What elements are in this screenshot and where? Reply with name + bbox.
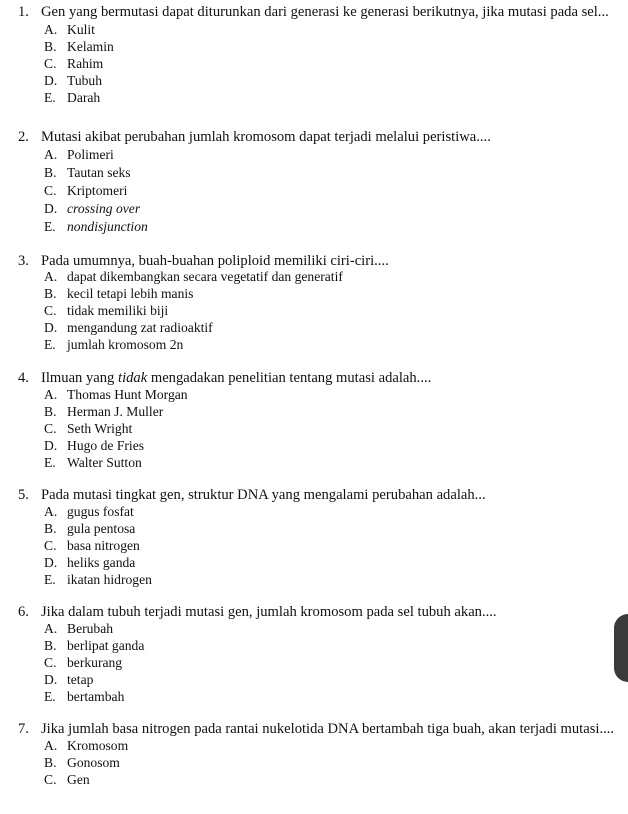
option-text: Kromosom <box>67 738 129 753</box>
question-text-before: Ilmuan yang <box>41 370 119 386</box>
option-e <box>44 218 148 235</box>
option-letter: B. <box>44 39 57 54</box>
option-c <box>44 654 122 671</box>
question-stem <box>18 4 609 21</box>
option-d <box>44 437 144 454</box>
option-b <box>44 637 144 654</box>
option-letter: B. <box>44 286 57 301</box>
option-text: bertambah <box>67 689 125 704</box>
option-letter: A. <box>44 621 58 636</box>
option-letter: D. <box>44 555 58 570</box>
option-letter: B. <box>44 165 57 180</box>
option-d <box>44 72 102 89</box>
option-a <box>44 737 128 754</box>
option-d <box>44 671 93 688</box>
question-text-after: mengadakan penelitian tentang mutasi adalah.... <box>147 370 432 386</box>
question-number: 7. <box>18 721 29 737</box>
option-a <box>44 268 343 285</box>
option-text: gula pentosa <box>67 521 136 536</box>
option-letter: C. <box>44 772 57 787</box>
option-text: Rahim <box>67 56 104 71</box>
option-letter: D. <box>44 73 58 88</box>
option-text: Gonosom <box>67 755 120 770</box>
option-text: Thomas Hunt Morgan <box>67 387 188 402</box>
question-number: 1. <box>18 4 29 20</box>
option-text: berkurang <box>67 655 123 670</box>
option-a <box>44 21 95 38</box>
option-letter: A. <box>44 147 58 162</box>
option-text: heliks ganda <box>67 555 136 570</box>
option-letter: C. <box>44 421 57 436</box>
question-number: 3. <box>18 253 29 269</box>
option-b <box>44 285 193 302</box>
question-number: 6. <box>18 604 29 620</box>
option-letter: B. <box>44 404 57 419</box>
option-text: berlipat ganda <box>67 638 145 653</box>
option-letter: A. <box>44 269 58 284</box>
option-a <box>44 386 188 403</box>
option-text: Hugo de Fries <box>67 438 145 453</box>
option-letter: B. <box>44 638 57 653</box>
option-letter: A. <box>44 22 58 37</box>
option-text: Berubah <box>67 621 114 636</box>
option-text: kecil tetapi lebih manis <box>67 286 194 301</box>
option-letter: D. <box>44 320 58 335</box>
option-c <box>44 537 140 554</box>
option-d <box>44 200 140 217</box>
option-letter: D. <box>44 201 58 216</box>
option-letter: B. <box>44 755 57 770</box>
option-text: basa nitrogen <box>67 538 140 553</box>
question-text: Jika jumlah basa nitrogen pada rantai nukelotida DNA bertambah tiga buah, akan terjadi mutasi.... <box>41 721 615 737</box>
option-e <box>44 571 152 588</box>
option-text: tetap <box>67 672 94 687</box>
option-e <box>44 688 124 705</box>
option-text: ikatan hidrogen <box>67 572 152 587</box>
question-text: Pada umumnya, buah-buahan poliploid memiliki ciri-ciri.... <box>41 253 389 269</box>
option-text: tidak memiliki biji <box>67 303 169 318</box>
option-a <box>44 620 113 637</box>
option-letter: E. <box>44 219 56 234</box>
option-letter: C. <box>44 56 57 71</box>
option-letter: A. <box>44 387 58 402</box>
option-letter: D. <box>44 438 58 453</box>
question-text: Pada mutasi tingkat gen, struktur DNA yang mengalami perubahan adalah... <box>41 487 486 503</box>
option-d <box>44 319 213 336</box>
option-letter: E. <box>44 572 56 587</box>
option-letter: A. <box>44 738 58 753</box>
option-d <box>44 554 135 571</box>
question-text: Gen yang bermutasi dapat diturunkan dari generasi ke generasi berikutnya, jika mutasi pada sel... <box>41 4 609 20</box>
question-stem <box>18 604 497 621</box>
option-text: dapat dikembangkan secara vegetatif dan generatif <box>67 269 343 284</box>
option-e <box>44 336 183 353</box>
option-b <box>44 403 163 420</box>
option-a <box>44 503 134 520</box>
option-e <box>44 89 100 106</box>
option-text: Tautan seks <box>67 165 131 180</box>
option-text: crossing over <box>67 201 141 216</box>
question-text: Mutasi akibat perubahan jumlah kromosom dapat terjadi melalui peristiwa.... <box>41 129 491 145</box>
option-letter: D. <box>44 672 58 687</box>
option-a <box>44 146 114 163</box>
question-number: 5. <box>18 487 29 503</box>
option-letter: C. <box>44 303 57 318</box>
option-c <box>44 771 90 788</box>
option-b <box>44 520 135 537</box>
edge-shadow-shape <box>614 614 628 682</box>
question-stem <box>18 370 431 387</box>
option-text: Gen <box>67 772 90 787</box>
option-c <box>44 420 132 437</box>
option-text: Tubuh <box>67 73 103 88</box>
question-text-emphasis: tidak <box>118 370 148 386</box>
option-text: Polimeri <box>67 147 114 162</box>
question-number: 2. <box>18 129 29 145</box>
option-b <box>44 38 114 55</box>
option-c <box>44 182 127 199</box>
question-stem <box>18 721 614 738</box>
option-letter: E. <box>44 337 56 352</box>
option-text: Kulit <box>67 22 95 37</box>
option-letter: E. <box>44 90 56 105</box>
option-letter: B. <box>44 521 57 536</box>
question-stem <box>18 487 486 504</box>
option-b <box>44 754 120 771</box>
option-c <box>44 55 103 72</box>
option-text: Walter Sutton <box>67 455 142 470</box>
option-letter: C. <box>44 655 57 670</box>
option-text: mengandung zat radioaktif <box>67 320 213 335</box>
option-text: jumlah kromosom 2n <box>67 337 184 352</box>
option-text: Kelamin <box>67 39 114 54</box>
option-text: Seth Wright <box>67 421 133 436</box>
question-text: Jika dalam tubuh terjadi mutasi gen, jumlah kromosom pada sel tubuh akan.... <box>41 604 497 620</box>
option-e <box>44 454 142 471</box>
option-letter: C. <box>44 183 57 198</box>
option-text: Darah <box>67 90 101 105</box>
question-number: 4. <box>18 370 29 386</box>
option-text: Kriptomeri <box>67 183 128 198</box>
option-letter: E. <box>44 689 56 704</box>
option-letter: C. <box>44 538 57 553</box>
option-b <box>44 164 131 181</box>
option-letter: E. <box>44 455 56 470</box>
question-stem <box>18 129 491 146</box>
option-c <box>44 302 168 319</box>
option-text: nondisjunction <box>67 219 148 234</box>
option-letter: A. <box>44 504 58 519</box>
option-text: Herman J. Muller <box>67 404 164 419</box>
option-text: gugus fosfat <box>67 504 134 519</box>
